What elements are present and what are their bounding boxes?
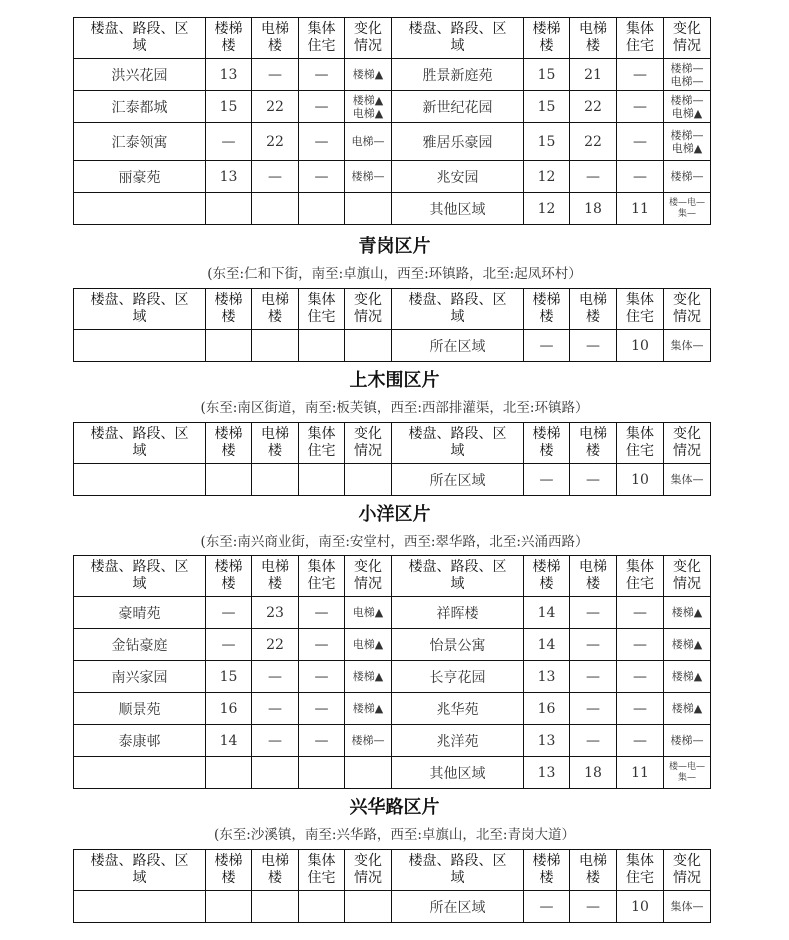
header-stair-building: 楼梯 楼	[206, 556, 252, 597]
cell-elevator-building: —	[570, 693, 617, 725]
cell-stair-building	[206, 891, 252, 923]
table-xinghualu	[73, 849, 711, 923]
cell-collective-housing: —	[299, 161, 345, 193]
cell-change-status	[345, 757, 392, 789]
header-stair-building: 楼梯 楼	[524, 556, 570, 597]
cell-collective-housing: —	[617, 661, 664, 693]
header-stair-building: 楼梯 楼	[206, 289, 252, 330]
header-change-status: 变化 情况	[345, 850, 392, 891]
cell-change-status: 楼梯▲	[345, 661, 392, 693]
header-collective-housing: 集体 住宅	[299, 556, 345, 597]
cell-elevator-building: 23	[252, 597, 299, 629]
header-collective-housing: 集体 住宅	[299, 850, 345, 891]
cell-change-status: 楼梯▲	[345, 693, 392, 725]
cell-elevator-building: —	[570, 597, 617, 629]
table-header-row	[74, 289, 711, 330]
cell-property-name: 泰康邨	[74, 725, 206, 757]
cell-elevator-building: —	[252, 725, 299, 757]
cell-property-name	[74, 330, 206, 362]
section-title-shangmuwei: 上木围区片	[349, 370, 440, 391]
cell-elevator-building	[252, 891, 299, 923]
cell-property-name: 胜景新庭苑	[392, 59, 524, 91]
header-stair-building: 楼梯 楼	[206, 18, 252, 59]
header-change-status: 变化 情况	[345, 18, 392, 59]
cell-property-name: 金钻豪庭	[74, 629, 206, 661]
table-shangmuwei	[73, 422, 711, 496]
cell-collective-housing	[299, 330, 345, 362]
cell-collective-housing: —	[617, 725, 664, 757]
cell-property-name: 怡景公寓	[392, 629, 524, 661]
cell-property-name: 其他区域	[392, 193, 524, 225]
cell-collective-housing	[299, 193, 345, 225]
header-collective-housing: 集体 住宅	[617, 850, 664, 891]
cell-property-name: 其他区域	[392, 757, 524, 789]
cell-elevator-building: 18	[570, 193, 617, 225]
cell-elevator-building: —	[570, 629, 617, 661]
section-boundaries-xiaoyang: (东至:南兴商业街，南至:安堂村，西至:翠华路，北至:兴涌西路）	[200, 534, 589, 550]
header-property-name: 楼盘、路段、区 域	[74, 423, 206, 464]
table-header-row	[74, 18, 711, 59]
table-row	[74, 661, 711, 693]
header-property-name: 楼盘、路段、区 域	[74, 556, 206, 597]
header-collective-housing: 集体 住宅	[299, 423, 345, 464]
cell-property-name: 汇泰都城	[74, 91, 206, 123]
header-elevator-building: 电梯 楼	[570, 850, 617, 891]
cell-property-name: 长亨花园	[392, 661, 524, 693]
table-qinggang	[73, 288, 711, 362]
cell-property-name: 祥晖楼	[392, 597, 524, 629]
cell-collective-housing: —	[617, 693, 664, 725]
cell-change-status: 楼梯—	[664, 725, 711, 757]
cell-property-name: 兆洋苑	[392, 725, 524, 757]
cell-elevator-building: 22	[252, 91, 299, 123]
cell-collective-housing: —	[299, 693, 345, 725]
cell-collective-housing	[299, 757, 345, 789]
cell-stair-building: 13	[206, 59, 252, 91]
cell-change-status: 楼梯— 电梯—	[664, 59, 711, 91]
cell-elevator-building	[252, 330, 299, 362]
table-row	[74, 597, 711, 629]
header-collective-housing: 集体 住宅	[617, 423, 664, 464]
section-title-qinggang: 青岗区片	[358, 236, 431, 257]
header-change-status: 变化 情况	[664, 556, 711, 597]
header-change-status: 变化 情况	[664, 850, 711, 891]
cell-property-name: 所在区域	[392, 330, 524, 362]
cell-collective-housing: —	[299, 725, 345, 757]
table-row	[74, 464, 711, 496]
header-elevator-building: 电梯 楼	[252, 850, 299, 891]
cell-property-name: 雅居乐豪园	[392, 123, 524, 161]
cell-collective-housing: —	[617, 597, 664, 629]
cell-change-status: 楼梯—	[345, 725, 392, 757]
cell-property-name: 洪兴花园	[74, 59, 206, 91]
table-row	[74, 725, 711, 757]
table-row	[74, 629, 711, 661]
header-property-name: 楼盘、路段、区 域	[74, 18, 206, 59]
header-elevator-building: 电梯 楼	[252, 18, 299, 59]
header-stair-building: 楼梯 楼	[524, 423, 570, 464]
cell-elevator-building: —	[252, 693, 299, 725]
cell-stair-building	[206, 193, 252, 225]
cell-change-status: 楼—电— 集—	[664, 757, 711, 789]
header-change-status: 变化 情况	[345, 556, 392, 597]
table-row	[74, 123, 711, 161]
header-property-name: 楼盘、路段、区 域	[74, 289, 206, 330]
cell-property-name: 兆华苑	[392, 693, 524, 725]
header-collective-housing: 集体 住宅	[299, 289, 345, 330]
cell-change-status: 电梯▲	[345, 629, 392, 661]
cell-stair-building: 15	[524, 59, 570, 91]
cell-elevator-building	[252, 757, 299, 789]
cell-stair-building: 12	[524, 193, 570, 225]
cell-stair-building: 15	[206, 661, 252, 693]
table-row	[74, 59, 711, 91]
cell-stair-building	[206, 464, 252, 496]
cell-stair-building: 13	[524, 661, 570, 693]
cell-stair-building: 14	[206, 725, 252, 757]
cell-elevator-building: —	[252, 661, 299, 693]
cell-property-name	[74, 757, 206, 789]
cell-property-name: 所在区域	[392, 891, 524, 923]
cell-collective-housing: —	[299, 123, 345, 161]
header-change-status: 变化 情况	[664, 18, 711, 59]
cell-stair-building: 15	[206, 91, 252, 123]
cell-elevator-building	[252, 193, 299, 225]
header-elevator-building: 电梯 楼	[252, 289, 299, 330]
header-property-name: 楼盘、路段、区 域	[392, 18, 524, 59]
cell-stair-building: —	[206, 123, 252, 161]
cell-property-name	[74, 193, 206, 225]
header-change-status: 变化 情况	[345, 289, 392, 330]
cell-change-status: 集体—	[664, 891, 711, 923]
cell-stair-building: 12	[524, 161, 570, 193]
cell-collective-housing: —	[617, 59, 664, 91]
header-property-name: 楼盘、路段、区 域	[392, 423, 524, 464]
header-collective-housing: 集体 住宅	[299, 18, 345, 59]
cell-elevator-building: 21	[570, 59, 617, 91]
cell-stair-building	[206, 757, 252, 789]
header-collective-housing: 集体 住宅	[617, 289, 664, 330]
table-row	[74, 91, 711, 123]
cell-stair-building: —	[524, 330, 570, 362]
cell-property-name: 南兴家园	[74, 661, 206, 693]
cell-change-status: 集体—	[664, 330, 711, 362]
cell-collective-housing: 10	[617, 464, 664, 496]
cell-property-name: 顺景苑	[74, 693, 206, 725]
cell-stair-building: 14	[524, 629, 570, 661]
header-change-status: 变化 情况	[664, 423, 711, 464]
cell-elevator-building: 22	[570, 123, 617, 161]
cell-collective-housing: —	[299, 59, 345, 91]
cell-collective-housing	[299, 464, 345, 496]
cell-change-status: 楼梯—	[664, 161, 711, 193]
section-boundaries-shangmuwei: (东至:南区街道，南至:板芙镇，西至:西部排灌渠，北至:环镇路）	[200, 400, 589, 416]
cell-elevator-building: 22	[252, 123, 299, 161]
header-property-name: 楼盘、路段、区 域	[392, 556, 524, 597]
section-boundaries-qinggang: (东至:仁和下街，南至:卓旗山，西至:环镇路，北至:起凤环村）	[207, 266, 582, 282]
cell-collective-housing: 10	[617, 891, 664, 923]
cell-change-status: 楼梯— 电梯▲	[664, 123, 711, 161]
header-change-status: 变化 情况	[345, 423, 392, 464]
header-property-name: 楼盘、路段、区 域	[74, 850, 206, 891]
header-change-status: 变化 情况	[664, 289, 711, 330]
cell-stair-building: 16	[206, 693, 252, 725]
cell-stair-building: —	[206, 629, 252, 661]
cell-elevator-building	[252, 464, 299, 496]
header-stair-building: 楼梯 楼	[206, 423, 252, 464]
table-header-row	[74, 850, 711, 891]
cell-collective-housing: —	[617, 161, 664, 193]
cell-property-name: 新世纪花园	[392, 91, 524, 123]
cell-change-status: 电梯—	[345, 123, 392, 161]
cell-change-status	[345, 891, 392, 923]
cell-property-name: 豪晴苑	[74, 597, 206, 629]
cell-collective-housing: —	[299, 91, 345, 123]
cell-elevator-building: —	[570, 891, 617, 923]
cell-elevator-building: 22	[570, 91, 617, 123]
cell-stair-building: 14	[524, 597, 570, 629]
table-row	[74, 193, 711, 225]
table-row	[74, 757, 711, 789]
cell-change-status: 楼梯▲	[664, 693, 711, 725]
table-row	[74, 693, 711, 725]
cell-collective-housing	[299, 891, 345, 923]
header-elevator-building: 电梯 楼	[252, 423, 299, 464]
cell-collective-housing: —	[617, 123, 664, 161]
section-title-xiaoyang: 小洋区片	[358, 504, 431, 525]
cell-collective-housing: —	[617, 629, 664, 661]
section-boundaries-xinghualu: (东至:沙溪镇，南至:兴华路，西至:卓旗山，北至:青岗大道）	[214, 827, 575, 843]
cell-elevator-building: 22	[252, 629, 299, 661]
cell-property-name: 兆安园	[392, 161, 524, 193]
cell-collective-housing: 11	[617, 757, 664, 789]
cell-change-status: 集体—	[664, 464, 711, 496]
cell-stair-building	[206, 330, 252, 362]
header-collective-housing: 集体 住宅	[617, 556, 664, 597]
header-property-name: 楼盘、路段、区 域	[392, 850, 524, 891]
cell-change-status: 电梯▲	[345, 597, 392, 629]
cell-property-name: 所在区域	[392, 464, 524, 496]
cell-property-name	[74, 464, 206, 496]
cell-stair-building: 13	[524, 757, 570, 789]
cell-elevator-building: —	[570, 464, 617, 496]
table-continued	[73, 17, 711, 225]
cell-stair-building: 16	[524, 693, 570, 725]
header-stair-building: 楼梯 楼	[206, 850, 252, 891]
header-stair-building: 楼梯 楼	[524, 18, 570, 59]
cell-elevator-building: —	[570, 661, 617, 693]
cell-stair-building: 13	[206, 161, 252, 193]
cell-collective-housing: —	[299, 629, 345, 661]
cell-collective-housing: 10	[617, 330, 664, 362]
header-stair-building: 楼梯 楼	[524, 289, 570, 330]
cell-elevator-building: —	[252, 161, 299, 193]
cell-change-status: 楼梯▲	[664, 597, 711, 629]
section-title-xinghualu: 兴华路区片	[349, 797, 440, 818]
cell-property-name: 汇泰领寓	[74, 123, 206, 161]
cell-change-status: 楼—电— 集—	[664, 193, 711, 225]
header-elevator-building: 电梯 楼	[570, 423, 617, 464]
cell-change-status: 楼梯▲	[345, 59, 392, 91]
cell-change-status: 楼梯▲	[664, 661, 711, 693]
cell-stair-building: 13	[524, 725, 570, 757]
cell-collective-housing: —	[299, 661, 345, 693]
cell-change-status: 楼梯▲	[664, 629, 711, 661]
table-row	[74, 161, 711, 193]
header-property-name: 楼盘、路段、区 域	[392, 289, 524, 330]
cell-stair-building: —	[206, 597, 252, 629]
cell-stair-building: 15	[524, 91, 570, 123]
header-elevator-building: 电梯 楼	[570, 556, 617, 597]
table-xiaoyang	[73, 555, 711, 789]
cell-change-status	[345, 193, 392, 225]
header-elevator-building: 电梯 楼	[252, 556, 299, 597]
header-collective-housing: 集体 住宅	[617, 18, 664, 59]
table-header-row	[74, 556, 711, 597]
cell-elevator-building: —	[252, 59, 299, 91]
cell-elevator-building: —	[570, 725, 617, 757]
cell-change-status: 楼梯▲ 电梯▲	[345, 91, 392, 123]
header-elevator-building: 电梯 楼	[570, 289, 617, 330]
table-row	[74, 330, 711, 362]
cell-collective-housing: —	[617, 91, 664, 123]
cell-change-status: 楼梯—	[345, 161, 392, 193]
cell-elevator-building: 18	[570, 757, 617, 789]
cell-stair-building: 15	[524, 123, 570, 161]
cell-elevator-building: —	[570, 161, 617, 193]
cell-stair-building: —	[524, 891, 570, 923]
cell-change-status	[345, 330, 392, 362]
cell-change-status	[345, 464, 392, 496]
header-stair-building: 楼梯 楼	[524, 850, 570, 891]
cell-property-name: 丽豪苑	[74, 161, 206, 193]
table-row	[74, 891, 711, 923]
cell-elevator-building: —	[570, 330, 617, 362]
cell-collective-housing: 11	[617, 193, 664, 225]
cell-property-name	[74, 891, 206, 923]
header-elevator-building: 电梯 楼	[570, 18, 617, 59]
cell-collective-housing: —	[299, 597, 345, 629]
cell-change-status: 楼梯— 电梯▲	[664, 91, 711, 123]
table-header-row	[74, 423, 711, 464]
cell-stair-building: —	[524, 464, 570, 496]
